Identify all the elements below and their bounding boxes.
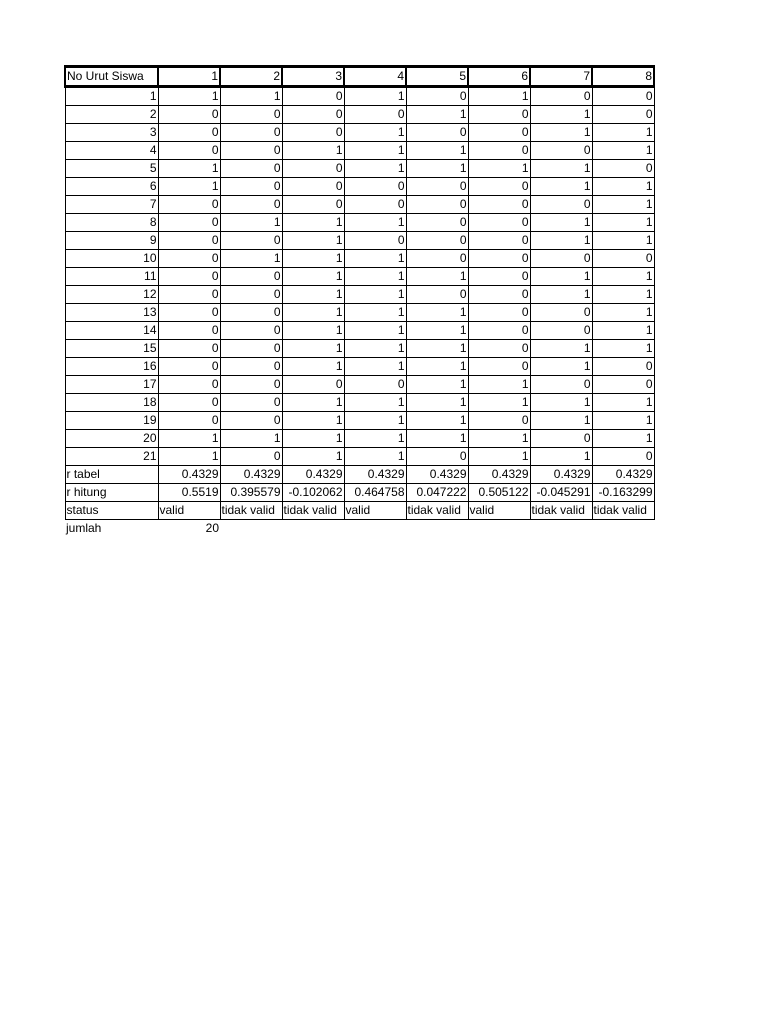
score-cell[interactable]: 0 <box>282 160 344 178</box>
status-value-cell[interactable]: tidak valid <box>530 502 592 520</box>
score-cell[interactable]: 1 <box>592 142 654 160</box>
score-cell[interactable]: 1 <box>530 394 592 412</box>
score-cell[interactable]: 0 <box>468 250 530 268</box>
score-cell[interactable]: 0 <box>592 160 654 178</box>
score-cell[interactable]: 0 <box>282 106 344 124</box>
header-item-cell[interactable]: 4 <box>344 67 406 87</box>
score-cell[interactable]: 1 <box>158 160 220 178</box>
table-row <box>65 286 654 304</box>
score-cell[interactable]: 0 <box>158 394 220 412</box>
score-cell[interactable]: 0 <box>468 322 530 340</box>
score-cell[interactable]: 0 <box>468 142 530 160</box>
score-cell[interactable]: 0 <box>344 106 406 124</box>
score-cell[interactable]: 1 <box>530 160 592 178</box>
score-cell[interactable]: 1 <box>592 178 654 196</box>
score-cell[interactable]: 0 <box>530 322 592 340</box>
score-cell[interactable]: 1 <box>282 250 344 268</box>
header-item-cell[interactable]: 7 <box>530 67 592 87</box>
table-row <box>65 448 654 466</box>
score-cell[interactable]: 1 <box>530 448 592 466</box>
student-no-cell[interactable]: 21 <box>65 448 158 466</box>
validity-table <box>64 65 655 538</box>
score-cell[interactable]: 0 <box>406 286 468 304</box>
score-cell[interactable]: 1 <box>530 286 592 304</box>
score-cell[interactable]: 1 <box>406 268 468 286</box>
score-cell[interactable]: 1 <box>406 142 468 160</box>
score-cell[interactable]: 1 <box>592 124 654 142</box>
score-cell[interactable]: 0 <box>158 124 220 142</box>
score-cell[interactable]: 0 <box>220 106 282 124</box>
score-cell[interactable]: 1 <box>282 286 344 304</box>
score-cell[interactable]: 1 <box>220 87 282 106</box>
score-cell[interactable]: 1 <box>158 178 220 196</box>
score-cell[interactable]: 1 <box>592 268 654 286</box>
score-cell[interactable]: 0 <box>220 286 282 304</box>
score-cell[interactable]: 1 <box>282 358 344 376</box>
score-cell[interactable]: 1 <box>406 376 468 394</box>
header-row <box>65 67 654 87</box>
table-body <box>65 67 654 538</box>
score-cell[interactable]: 1 <box>592 196 654 214</box>
score-cell[interactable]: 0 <box>530 430 592 448</box>
table-row <box>65 87 654 106</box>
score-cell[interactable]: 1 <box>344 358 406 376</box>
status-value-cell[interactable]: valid <box>344 502 406 520</box>
score-cell[interactable]: 0 <box>158 412 220 430</box>
score-cell[interactable]: 1 <box>344 322 406 340</box>
score-cell[interactable]: 1 <box>344 394 406 412</box>
student-no-cell[interactable]: 8 <box>65 214 158 232</box>
score-cell[interactable]: 0 <box>158 250 220 268</box>
score-cell[interactable]: 0 <box>158 358 220 376</box>
score-cell[interactable]: 0 <box>406 250 468 268</box>
score-cell[interactable]: 1 <box>592 430 654 448</box>
r-hitung-value-cell[interactable]: -0.045291 <box>530 484 592 502</box>
score-cell[interactable]: 0 <box>468 232 530 250</box>
score-cell[interactable]: 1 <box>592 340 654 358</box>
r-hitung-value-cell[interactable]: -0.102062 <box>282 484 344 502</box>
table-row <box>65 304 654 322</box>
score-cell[interactable]: 1 <box>530 124 592 142</box>
score-cell[interactable]: 1 <box>282 268 344 286</box>
r-tabel-row <box>65 466 654 484</box>
status-value-cell[interactable]: tidak valid <box>220 502 282 520</box>
score-cell[interactable]: 1 <box>468 430 530 448</box>
score-cell[interactable]: 0 <box>220 268 282 286</box>
score-cell[interactable]: 0 <box>530 196 592 214</box>
score-cell[interactable]: 0 <box>406 448 468 466</box>
score-cell[interactable]: 0 <box>220 376 282 394</box>
r-tabel-label-cell[interactable]: r tabel <box>65 466 158 484</box>
table-row <box>65 394 654 412</box>
score-cell[interactable]: 1 <box>406 412 468 430</box>
score-cell[interactable]: 1 <box>344 430 406 448</box>
score-cell[interactable]: 0 <box>530 376 592 394</box>
table-row <box>65 430 654 448</box>
status-value-cell[interactable]: valid <box>468 502 530 520</box>
score-cell[interactable]: 1 <box>344 250 406 268</box>
score-cell[interactable]: 0 <box>220 340 282 358</box>
score-cell[interactable]: 0 <box>468 214 530 232</box>
score-cell[interactable]: 0 <box>282 196 344 214</box>
student-no-cell[interactable]: 1 <box>65 87 158 106</box>
score-cell[interactable]: 0 <box>220 160 282 178</box>
score-cell[interactable]: 0 <box>468 412 530 430</box>
score-cell[interactable]: 0 <box>592 358 654 376</box>
score-cell[interactable]: 1 <box>468 87 530 106</box>
header-item-cell[interactable]: 5 <box>406 67 468 87</box>
table-row <box>65 214 654 232</box>
score-cell[interactable]: 1 <box>530 106 592 124</box>
score-cell[interactable]: 1 <box>344 214 406 232</box>
score-cell[interactable]: 1 <box>282 232 344 250</box>
score-cell[interactable]: 1 <box>406 322 468 340</box>
score-cell[interactable]: 1 <box>468 160 530 178</box>
score-cell[interactable]: 0 <box>158 286 220 304</box>
score-cell[interactable]: 0 <box>530 142 592 160</box>
score-cell[interactable]: 0 <box>158 142 220 160</box>
score-cell[interactable]: 0 <box>220 142 282 160</box>
score-cell[interactable]: 1 <box>158 430 220 448</box>
score-cell[interactable]: 0 <box>468 124 530 142</box>
score-cell[interactable]: 0 <box>220 448 282 466</box>
status-value-cell[interactable]: valid <box>158 502 220 520</box>
score-cell[interactable]: 1 <box>344 340 406 358</box>
status-label-cell[interactable]: status <box>65 502 158 520</box>
score-cell[interactable]: 0 <box>468 358 530 376</box>
score-cell[interactable]: 0 <box>220 358 282 376</box>
r-tabel-value-cell[interactable]: 0.4329 <box>468 466 530 484</box>
status-row <box>65 502 654 520</box>
r-hitung-label-cell[interactable]: r hitung <box>65 484 158 502</box>
score-cell[interactable]: 0 <box>406 196 468 214</box>
score-cell[interactable]: 0 <box>344 178 406 196</box>
score-cell[interactable]: 1 <box>530 340 592 358</box>
score-cell[interactable]: 0 <box>468 340 530 358</box>
score-cell[interactable]: 1 <box>468 394 530 412</box>
r-tabel-value-cell[interactable]: 0.4329 <box>158 466 220 484</box>
r-tabel-value-cell[interactable]: 0.4329 <box>406 466 468 484</box>
score-cell[interactable]: 0 <box>592 448 654 466</box>
score-cell[interactable]: 0 <box>158 376 220 394</box>
score-cell[interactable]: 1 <box>468 376 530 394</box>
r-tabel-value-cell[interactable]: 0.4329 <box>592 466 654 484</box>
score-cell[interactable]: 0 <box>592 106 654 124</box>
score-cell[interactable]: 0 <box>468 286 530 304</box>
r-tabel-value-cell[interactable]: 0.4329 <box>220 466 282 484</box>
score-cell[interactable]: 1 <box>530 214 592 232</box>
r-tabel-value-cell[interactable]: 0.4329 <box>344 466 406 484</box>
score-cell[interactable]: 0 <box>530 87 592 106</box>
score-cell[interactable]: 0 <box>468 304 530 322</box>
header-item-cell[interactable]: 1 <box>158 67 220 87</box>
score-cell[interactable]: 1 <box>530 232 592 250</box>
student-no-cell[interactable]: 5 <box>65 160 158 178</box>
table-row <box>65 160 654 178</box>
score-cell[interactable]: 0 <box>158 340 220 358</box>
score-cell[interactable]: 1 <box>344 286 406 304</box>
table-row <box>65 340 654 358</box>
score-cell[interactable]: 1 <box>592 412 654 430</box>
header-item-cell[interactable]: 8 <box>592 67 654 87</box>
score-cell[interactable]: 1 <box>344 124 406 142</box>
score-cell[interactable]: 0 <box>592 376 654 394</box>
score-cell[interactable]: 0 <box>468 196 530 214</box>
student-no-cell[interactable]: 6 <box>65 178 158 196</box>
student-no-cell[interactable]: 11 <box>65 268 158 286</box>
score-cell[interactable]: 1 <box>282 412 344 430</box>
score-cell[interactable]: 1 <box>344 268 406 286</box>
score-cell[interactable]: 1 <box>282 430 344 448</box>
score-cell[interactable]: 1 <box>344 304 406 322</box>
r-hitung-value-cell[interactable]: 0.505122 <box>468 484 530 502</box>
score-cell[interactable]: 1 <box>158 87 220 106</box>
score-cell[interactable]: 0 <box>468 268 530 286</box>
score-cell[interactable]: 1 <box>220 214 282 232</box>
score-cell[interactable]: 0 <box>158 322 220 340</box>
student-no-cell[interactable]: 15 <box>65 340 158 358</box>
score-cell[interactable]: 1 <box>282 142 344 160</box>
score-cell[interactable]: 1 <box>220 430 282 448</box>
score-cell[interactable]: 1 <box>592 286 654 304</box>
r-hitung-value-cell[interactable]: 0.464758 <box>344 484 406 502</box>
score-cell[interactable]: 1 <box>592 394 654 412</box>
score-cell[interactable]: 0 <box>344 232 406 250</box>
score-cell[interactable]: 1 <box>158 448 220 466</box>
score-cell[interactable]: 0 <box>406 232 468 250</box>
student-no-cell[interactable]: 10 <box>65 250 158 268</box>
score-cell[interactable]: 0 <box>530 250 592 268</box>
score-cell[interactable]: 0 <box>220 394 282 412</box>
table-row <box>65 250 654 268</box>
score-cell[interactable]: 1 <box>406 340 468 358</box>
score-cell[interactable]: 0 <box>592 250 654 268</box>
score-cell[interactable]: 1 <box>530 412 592 430</box>
score-cell[interactable]: 1 <box>344 160 406 178</box>
score-cell[interactable]: 1 <box>530 178 592 196</box>
score-cell[interactable]: 1 <box>406 358 468 376</box>
table-row <box>65 196 654 214</box>
student-no-cell[interactable]: 2 <box>65 106 158 124</box>
score-cell[interactable]: 1 <box>592 322 654 340</box>
score-cell[interactable]: 0 <box>158 196 220 214</box>
score-cell[interactable]: 1 <box>592 232 654 250</box>
score-cell[interactable]: 0 <box>282 178 344 196</box>
score-cell[interactable]: 1 <box>530 358 592 376</box>
score-cell[interactable]: 0 <box>158 106 220 124</box>
student-no-cell[interactable]: 20 <box>65 430 158 448</box>
student-no-cell[interactable]: 3 <box>65 124 158 142</box>
score-cell[interactable]: 0 <box>282 124 344 142</box>
r-hitung-value-cell[interactable]: -0.163299 <box>592 484 654 502</box>
score-cell[interactable]: 0 <box>220 304 282 322</box>
student-no-cell[interactable]: 18 <box>65 394 158 412</box>
table-row <box>65 124 654 142</box>
score-cell[interactable]: 0 <box>158 232 220 250</box>
jumlah-row <box>65 520 654 538</box>
score-cell[interactable]: 1 <box>220 250 282 268</box>
r-tabel-value-cell[interactable]: 0.4329 <box>282 466 344 484</box>
score-cell[interactable]: 0 <box>282 376 344 394</box>
header-item-cell[interactable]: 6 <box>468 67 530 87</box>
score-cell[interactable]: 1 <box>592 214 654 232</box>
score-cell[interactable]: 0 <box>468 178 530 196</box>
table-row <box>65 142 654 160</box>
table-row <box>65 268 654 286</box>
table-row <box>65 412 654 430</box>
table-row <box>65 322 654 340</box>
student-no-cell[interactable]: 16 <box>65 358 158 376</box>
score-cell[interactable]: 0 <box>220 412 282 430</box>
score-cell[interactable]: 0 <box>158 214 220 232</box>
r-hitung-value-cell[interactable]: 0.5519 <box>158 484 220 502</box>
score-cell[interactable]: 1 <box>344 87 406 106</box>
score-cell[interactable]: 1 <box>406 430 468 448</box>
r-tabel-value-cell[interactable]: 0.4329 <box>530 466 592 484</box>
score-cell[interactable]: 1 <box>592 304 654 322</box>
score-cell[interactable]: 0 <box>468 106 530 124</box>
score-cell[interactable]: 0 <box>220 124 282 142</box>
header-item-cell[interactable]: 3 <box>282 67 344 87</box>
score-cell[interactable]: 0 <box>158 304 220 322</box>
score-cell[interactable]: 1 <box>282 322 344 340</box>
r-hitung-value-cell[interactable]: 0.395579 <box>220 484 282 502</box>
student-no-cell[interactable]: 7 <box>65 196 158 214</box>
score-cell[interactable]: 0 <box>344 376 406 394</box>
score-cell[interactable]: 0 <box>220 178 282 196</box>
table-row <box>65 358 654 376</box>
jumlah-label-cell[interactable]: jumlah <box>66 521 102 536</box>
r-hitung-value-cell[interactable]: 0.047222 <box>406 484 468 502</box>
score-cell[interactable]: 0 <box>220 196 282 214</box>
score-cell[interactable]: 1 <box>406 304 468 322</box>
r-hitung-row <box>65 484 654 502</box>
table-row <box>65 106 654 124</box>
score-cell[interactable]: 1 <box>282 304 344 322</box>
student-no-cell[interactable]: 14 <box>65 322 158 340</box>
score-cell[interactable]: 0 <box>220 232 282 250</box>
score-cell[interactable]: 0 <box>220 322 282 340</box>
jumlah-value-cell[interactable]: 20 <box>205 521 219 536</box>
table-row <box>65 232 654 250</box>
score-cell[interactable]: 1 <box>282 448 344 466</box>
score-cell[interactable]: 1 <box>282 394 344 412</box>
score-cell[interactable]: 1 <box>406 160 468 178</box>
status-value-cell[interactable]: tidak valid <box>282 502 344 520</box>
status-value-cell[interactable]: tidak valid <box>592 502 654 520</box>
score-cell[interactable]: 1 <box>530 268 592 286</box>
score-cell[interactable]: 0 <box>344 196 406 214</box>
score-cell[interactable]: 0 <box>530 304 592 322</box>
score-cell[interactable]: 0 <box>158 268 220 286</box>
student-no-cell[interactable]: 4 <box>65 142 158 160</box>
student-no-cell[interactable]: 17 <box>65 376 158 394</box>
student-no-cell[interactable]: 13 <box>65 304 158 322</box>
score-cell[interactable]: 0 <box>592 87 654 106</box>
score-cell[interactable]: 1 <box>344 448 406 466</box>
score-cell[interactable]: 1 <box>344 412 406 430</box>
header-item-cell[interactable]: 2 <box>220 67 282 87</box>
score-cell[interactable]: 1 <box>344 142 406 160</box>
score-cell[interactable]: 0 <box>406 178 468 196</box>
score-cell[interactable]: 1 <box>406 106 468 124</box>
student-no-cell[interactable]: 12 <box>65 286 158 304</box>
score-cell[interactable]: 0 <box>406 124 468 142</box>
score-cell[interactable]: 1 <box>468 448 530 466</box>
score-cell[interactable]: 1 <box>282 340 344 358</box>
score-cell[interactable]: 0 <box>406 214 468 232</box>
status-value-cell[interactable]: tidak valid <box>406 502 468 520</box>
student-no-cell[interactable]: 9 <box>65 232 158 250</box>
score-cell[interactable]: 1 <box>406 394 468 412</box>
student-no-cell[interactable]: 19 <box>65 412 158 430</box>
score-cell[interactable]: 1 <box>282 214 344 232</box>
score-cell[interactable]: 0 <box>406 87 468 106</box>
table-row <box>65 178 654 196</box>
score-cell[interactable]: 0 <box>282 87 344 106</box>
table-row <box>65 376 654 394</box>
header-label-cell[interactable]: No Urut Siswa <box>65 67 158 87</box>
